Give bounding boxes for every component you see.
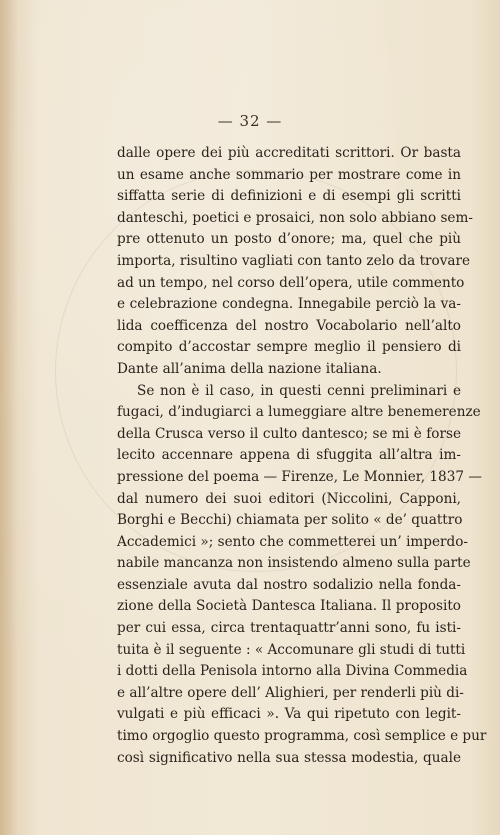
text-line: per cui essa, circa trentaquattr’anni sono, fu isti- <box>117 620 461 637</box>
text-line: importa, risultino vagliati con tanto zelo da trovare <box>117 252 471 269</box>
text-line: e all’altre opere dell’ Alighieri, per renderli più di- <box>117 684 464 701</box>
text-line: così significativo nella sua stessa modestia, quale <box>117 749 461 766</box>
text-line: Accademici »; sento che commetterei un’ imperdo- <box>117 533 469 550</box>
text-line: dalle opere dei più accreditati scrittori. Or basta <box>117 145 461 161</box>
text-line: siffatta serie di definizioni e di esempi gli scritti <box>117 188 461 205</box>
text-line: nabile mancanza non insistendo almeno sulla parte <box>117 555 471 572</box>
text-line: e celebrazione condegna. Innegabile perciò la va- <box>117 296 461 313</box>
text-line: Dante all’anima della nazione italiana. <box>117 360 382 377</box>
text-line: Se non è il caso, in questi cenni preliminari e <box>137 382 461 399</box>
text-line: timo orgoglio questo programma, così semplice e pur <box>117 728 487 745</box>
text-line: lida coefficenza del nostro Vocabolario nell’alto <box>117 317 461 334</box>
text-line: un esame anche sommario per mostrare come in <box>117 166 461 183</box>
text-line: pressione del poema — Firenze, Le Monnier, 1837 — <box>117 468 482 485</box>
text-line: ad un tempo, nel corso dell’opera, utile commento <box>117 274 465 291</box>
body-text <box>117 143 487 769</box>
text-line: Borghi e Becchi) chiamata per solito « de’ quattro <box>117 512 463 529</box>
text-line: tuita è il seguente : « Accomunare gli studi di tutti <box>117 641 466 658</box>
text-line: i dotti della Penisola intorno alla Divina Commedia <box>117 663 468 680</box>
text-line: lecito accennare appena di sfuggita all’altra im- <box>117 447 461 464</box>
text-line: danteschi, poetici e prosaici, non solo abbiano sem- <box>117 209 473 226</box>
text-line: essenziale avuta dal nostro sodalizio nella fonda- <box>117 576 461 593</box>
text-line: compito d’accostar sempre meglio il pensiero di <box>117 339 461 356</box>
text-line: pre ottenuto un posto d’onore; ma, quel che più <box>117 231 461 248</box>
text-line: dal numero dei suoi editori (Niccolini, Capponi, <box>117 490 461 507</box>
text-line: della Crusca verso il culto dantesco; se mi è forse <box>117 425 461 442</box>
text-line: vulgati e più efficaci ». Va qui ripetuto con legit- <box>117 706 461 723</box>
text-line: fugaci, d’indugiarci a lumeggiare altre benemerenze <box>117 404 481 421</box>
page-number: — 32 — <box>217 112 283 130</box>
text-line: zione della Società Dantesca Italiana. Il proposito <box>117 598 461 615</box>
